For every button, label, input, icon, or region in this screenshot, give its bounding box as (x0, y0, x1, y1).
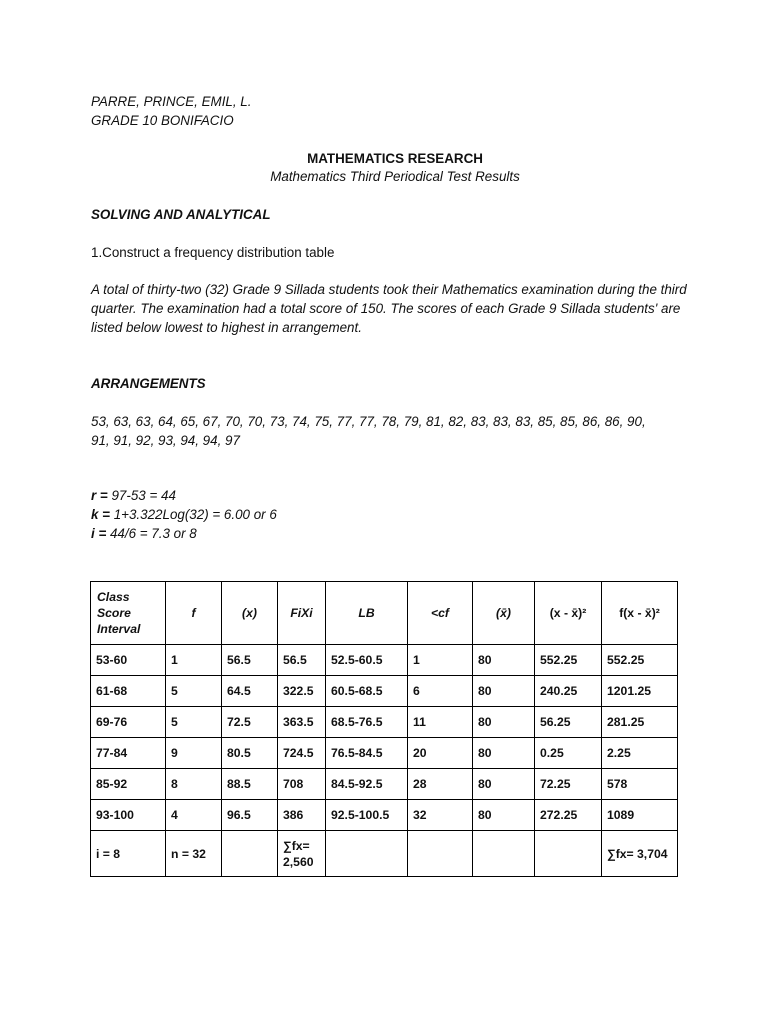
table-cell: 88.5 (222, 769, 278, 800)
formula-interval-value: 44/6 = 7.3 or 8 (106, 526, 197, 541)
table-cell: 69-76 (91, 707, 166, 738)
table-cell: 80 (473, 676, 535, 707)
table-cell: 5 (166, 676, 222, 707)
table-cell: 56.25 (535, 707, 602, 738)
table-row (91, 738, 678, 769)
table-cell: 20 (408, 738, 473, 769)
table-cell: 77-84 (91, 738, 166, 769)
formula-range (91, 488, 176, 503)
table-cell: 72.25 (535, 769, 602, 800)
table-cell: 272.25 (535, 800, 602, 831)
header-fixi: FiXi (278, 582, 326, 645)
table-cell: 386 (278, 800, 326, 831)
table-cell: 1 (408, 645, 473, 676)
section-heading-arrangements: ARRANGEMENTS (91, 376, 206, 391)
header-class-interval: Class Score Interval (91, 582, 166, 645)
table-footer-row (91, 831, 678, 877)
table-cell: 4 (166, 800, 222, 831)
table-cell: 552.25 (602, 645, 678, 676)
formula-classes (91, 507, 277, 522)
table-cell: 80 (473, 769, 535, 800)
scores-line-2: 91, 91, 92, 93, 94, 94, 97 (91, 433, 240, 448)
table-cell: 61-68 (91, 676, 166, 707)
formula-range-value: 97-53 = 44 (107, 488, 176, 503)
table-row (91, 676, 678, 707)
table-cell: 8 (166, 769, 222, 800)
table-cell: 1089 (602, 800, 678, 831)
header-lower-boundary: LB (326, 582, 408, 645)
footer-sum-fx: ∑fx= 2,560 (278, 831, 326, 877)
table-cell: 85-92 (91, 769, 166, 800)
table-cell: 11 (408, 707, 473, 738)
table-cell (535, 831, 602, 877)
table-cell (222, 831, 278, 877)
document-subtitle: Mathematics Third Periodical Test Results (270, 169, 520, 184)
table-cell: 56.5 (278, 645, 326, 676)
footer-interval-width: i = 8 (91, 831, 166, 877)
table-cell: 68.5-76.5 (326, 707, 408, 738)
table-cell: 80 (473, 707, 535, 738)
table-cell: 52.5-60.5 (326, 645, 408, 676)
table-row (91, 800, 678, 831)
table-cell: 76.5-84.5 (326, 738, 408, 769)
table-header-row (91, 582, 678, 645)
formula-range-label: r = (91, 488, 108, 503)
header-deviation-squared: (x - x̄)² (535, 582, 602, 645)
formula-interval (91, 526, 197, 541)
table-row (91, 645, 678, 676)
table-cell: 9 (166, 738, 222, 769)
table-cell (326, 831, 408, 877)
problem-description: A total of thirty-two (32) Grade 9 Sillada students took their Mathematics examination during the third quarter. The examination had a total score of 150. The scores of each Grade 9 Sillada students' are listed below lowest to highest in arrangement. (91, 282, 687, 335)
header-midpoint: (x) (222, 582, 278, 645)
table-cell: 84.5-92.5 (326, 769, 408, 800)
header-cumulative-frequency: <cf (408, 582, 473, 645)
table-row (91, 769, 678, 800)
task-instruction: 1.Construct a frequency distribution table (91, 245, 335, 260)
footer-sum-squares: ∑fx= 3,704 (602, 831, 678, 877)
header-frequency: f (166, 582, 222, 645)
table-cell: 28 (408, 769, 473, 800)
table-cell: 240.25 (535, 676, 602, 707)
table-cell: 708 (278, 769, 326, 800)
table-cell: 93-100 (91, 800, 166, 831)
table-cell: 724.5 (278, 738, 326, 769)
table-cell: 80 (473, 800, 535, 831)
table-cell: 72.5 (222, 707, 278, 738)
document-title: MATHEMATICS RESEARCH (307, 151, 483, 166)
header-f-deviation-squared: f(x - x̄)² (602, 582, 678, 645)
formula-classes-value: 1+3.322Log(32) = 6.00 or 6 (110, 507, 277, 522)
student-grade: GRADE 10 BONIFACIO (91, 113, 234, 128)
table-cell: 2.25 (602, 738, 678, 769)
table-cell: 80.5 (222, 738, 278, 769)
table-cell (473, 831, 535, 877)
table-cell: 322.5 (278, 676, 326, 707)
footer-sample-size: n = 32 (166, 831, 222, 877)
table-cell: 80 (473, 645, 535, 676)
table-cell: 80 (473, 738, 535, 769)
table-cell: 552.25 (535, 645, 602, 676)
table-cell: 1201.25 (602, 676, 678, 707)
table-cell: 5 (166, 707, 222, 738)
table-cell: 64.5 (222, 676, 278, 707)
scores-line-1: 53, 63, 63, 64, 65, 67, 70, 70, 73, 74, 75, 77, 77, 78, 79, 81, 82, 83, 83, 83, 85, 85, 86, 86, 90, (91, 414, 646, 429)
table-cell: 53-60 (91, 645, 166, 676)
table-row (91, 707, 678, 738)
table-cell: 92.5-100.5 (326, 800, 408, 831)
formula-interval-label: i = (91, 526, 107, 541)
table-cell: 96.5 (222, 800, 278, 831)
table-cell: 578 (602, 769, 678, 800)
table-cell (408, 831, 473, 877)
table-cell: 363.5 (278, 707, 326, 738)
frequency-distribution-table (90, 581, 678, 877)
table-cell: 1 (166, 645, 222, 676)
table-cell: 281.25 (602, 707, 678, 738)
formula-classes-label: k = (91, 507, 110, 522)
table-cell: 60.5-68.5 (326, 676, 408, 707)
table-cell: 32 (408, 800, 473, 831)
table-cell: 0.25 (535, 738, 602, 769)
table-cell: 6 (408, 676, 473, 707)
student-name: PARRE, PRINCE, EMIL, L. (91, 94, 252, 109)
header-mean: (x̄) (473, 582, 535, 645)
section-heading-solving: SOLVING AND ANALYTICAL (91, 207, 271, 222)
table-cell: 56.5 (222, 645, 278, 676)
